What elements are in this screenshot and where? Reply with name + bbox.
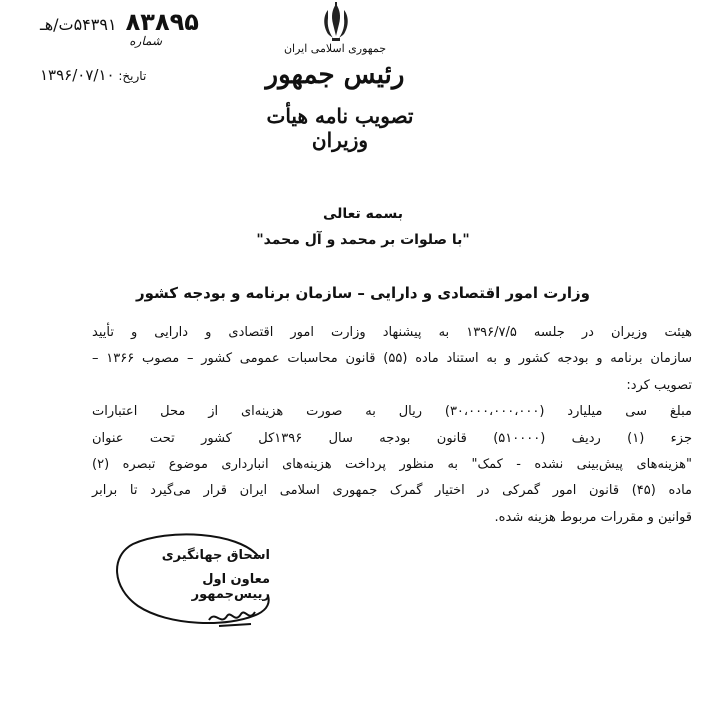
letter-number-prefix: ۵۴۳۹۱ت/هـ xyxy=(40,15,117,34)
body-line: هیئت وزیران در جلسه ۱۳۹۶/۷/۵ به پیشنهاد وزارت امور اقتصادی و دارایی و تأیید xyxy=(92,325,692,340)
body-line: مبلغ سی میلیارد (۳۰،۰۰۰،۰۰۰،۰۰۰) ریال به صورت هزینه‌ای از محل اعتبارات xyxy=(92,404,692,420)
body-line: تصویب کرد: xyxy=(626,377,692,393)
date-value: ۱۳۹۶/۰۷/۱۰ xyxy=(40,66,115,84)
body-line: ماده (۴۵) قانون امور گمرکی در اختیار گمرک جمهوری اسلامی ایران قرار می‌گیرد تا برابر xyxy=(92,483,692,499)
signature-scribble-icon xyxy=(205,598,265,632)
body-line: جزء (۱) ردیف (۵۱۰۰۰۰) قانون بودجه سال ۱۳۹۶کل کشور تحت عنوان xyxy=(92,430,692,446)
number-label: شماره xyxy=(129,34,162,48)
letter-number-value: ۸۳۸۹۵ xyxy=(125,8,199,36)
body-line: سازمان برنامه و بودجه کشور و به استناد ماده (۵۵) قانون محاسبات عمومی کشور – مصوب ۱۳۶۶ – xyxy=(92,351,692,367)
approval-title: تصویب نامه هیأت وزیران xyxy=(266,104,414,152)
salavat-line: "با صلوات بر محمد و آل محمد" xyxy=(256,232,470,248)
president-title: رئیس جمهور xyxy=(265,60,405,90)
body-line: قوانین و مقررات مربوط هزینه شده. xyxy=(494,509,692,525)
signatory-name: اسحاق جهانگیری xyxy=(161,548,270,563)
recipients-line: وزارت امور اقتصادی و دارایی – سازمان برنامه و بودجه کشور xyxy=(135,284,591,302)
republic-text: جمهوری اسلامی ایران xyxy=(283,42,387,55)
letter-date: تاریخ: ۱۳۹۶/۰۷/۱۰ xyxy=(40,66,147,84)
decree-body xyxy=(92,320,692,531)
signatory-title: معاون اول رییس‌جمهور xyxy=(191,572,270,602)
bismillah: بسمه تعالی xyxy=(322,206,404,222)
date-label: تاریخ xyxy=(122,69,147,83)
body-line: "هزینه‌های پیش‌بینی نشده - کمک" به منظور پرداخت هزینه‌های انبارداری موضوع تبصره (۲) xyxy=(92,457,692,473)
iran-emblem-icon xyxy=(318,2,354,42)
letter-number xyxy=(40,8,199,36)
